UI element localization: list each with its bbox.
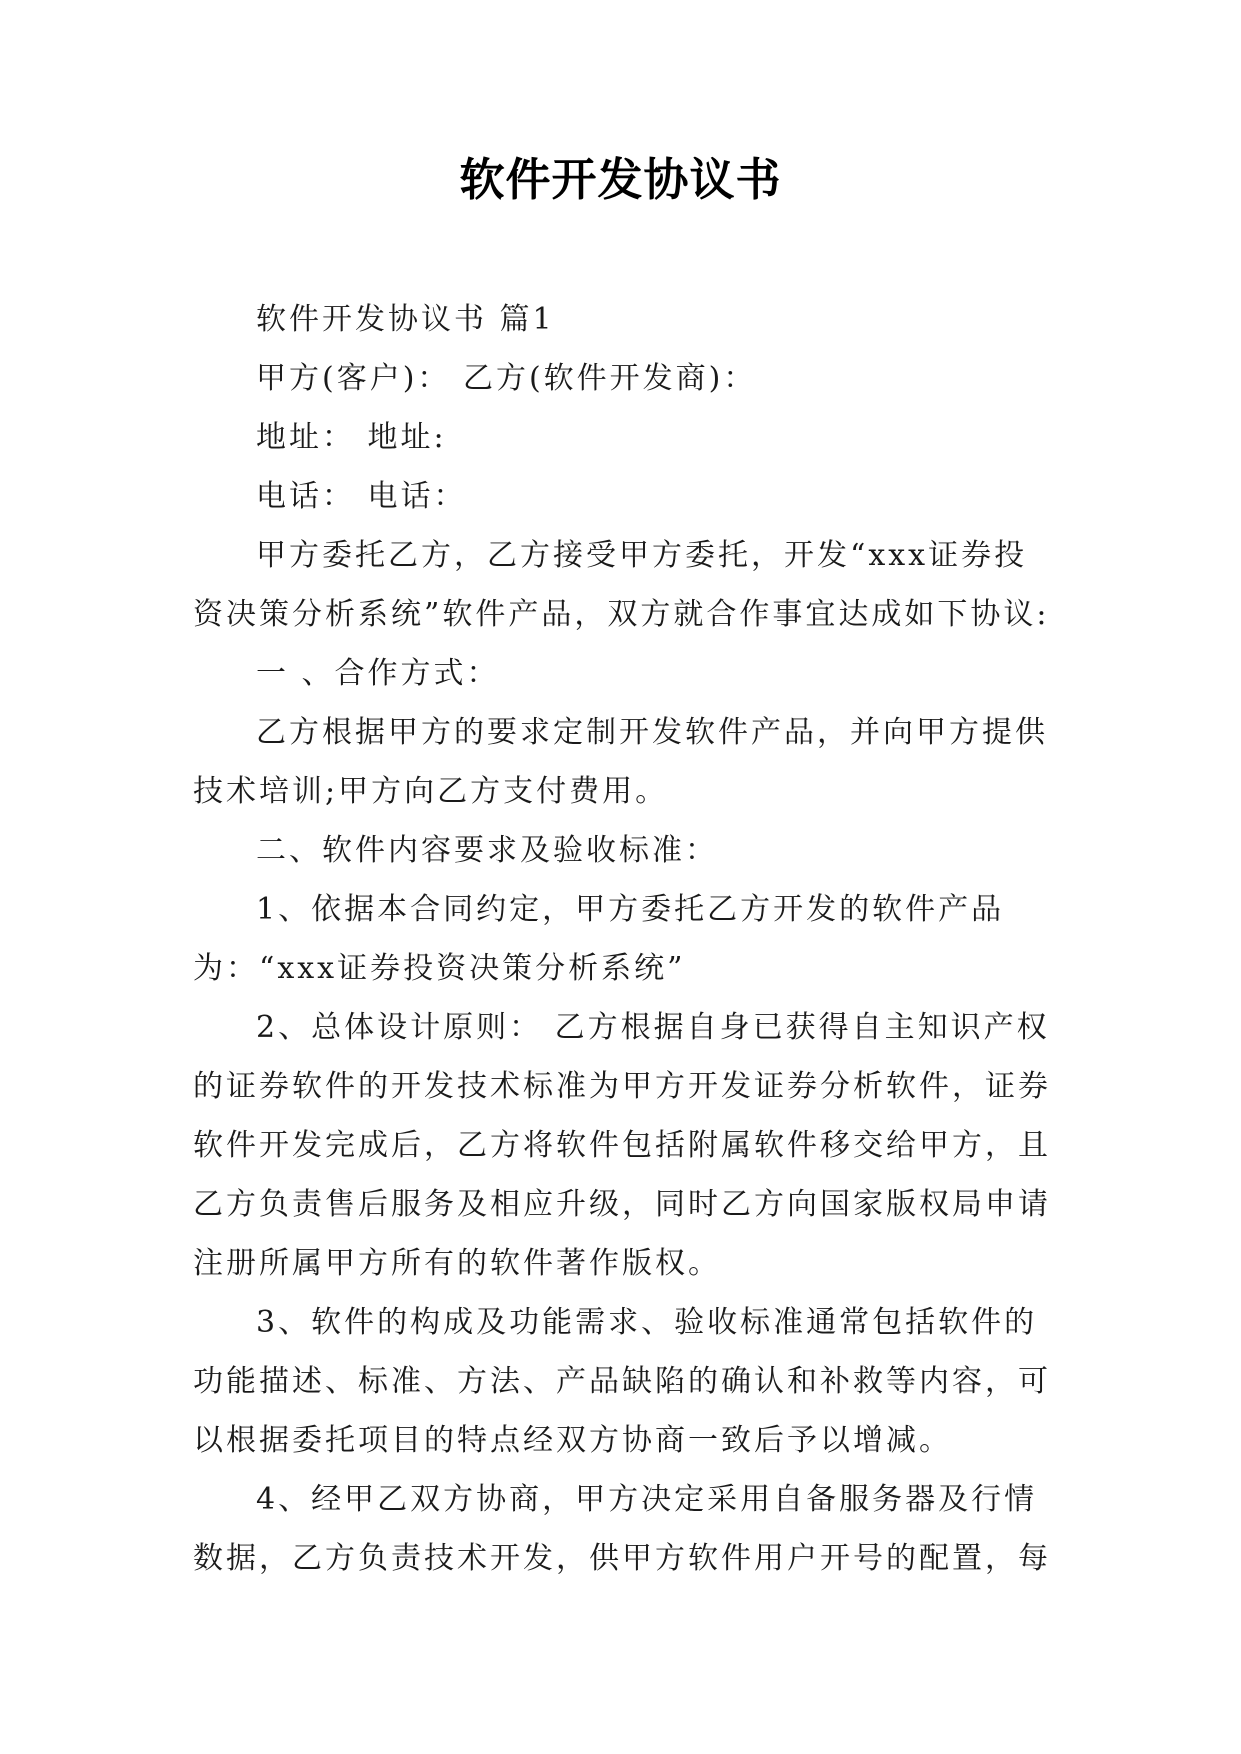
document-title: 软件开发协议书 bbox=[459, 153, 782, 206]
document-body bbox=[193, 290, 1053, 1588]
paragraph-phone: 电话： 电话： bbox=[256, 479, 467, 514]
paragraph-clause-2: 2、总体设计原则： 乙方根据自身已获得自主知识产权的证券软件的开发技术标准为甲方开发证券分析软件，证券软件开发完成后，乙方将软件包括附属软件移交给甲方，且乙方负责售后服务及相应升级，同时乙方向国家版权局申请注册所属甲方所有的软件著作版权。 bbox=[193, 1010, 1051, 1281]
paragraph-address: 地址： 地址: bbox=[256, 420, 447, 455]
paragraph-cooperation: 乙方根据甲方的要求定制开发软件产品，并向甲方提供技术培训;甲方向乙方支付费用。 bbox=[193, 715, 1048, 809]
paragraph-clause-4: 4、经甲乙双方协商，甲方决定采用自备服务器及行情数据，乙方负责技术开发，供甲方软件用户开号的配置，每 bbox=[193, 1482, 1051, 1576]
paragraph-clause-3: 3、软件的构成及功能需求、验收标准通常包括软件的功能描述、标准、方法、产品缺陷的确认和补救等内容，可以根据委托项目的特点经双方协商一致后予以增减。 bbox=[193, 1305, 1051, 1458]
paragraph-parties: 甲方(客户)： 乙方(软件开发商)： bbox=[256, 361, 757, 396]
paragraph-heading: 软件开发协议书 篇1 bbox=[256, 302, 555, 337]
paragraph-clause-1: 1、依据本合同约定，甲方委托乙方开发的软件产品为：“xxx证券投资决策分析系统” bbox=[193, 892, 1005, 986]
paragraph-intro: 甲方委托乙方，乙方接受甲方委托，开发“xxx证券投资决策分析系统”软件产品，双方就合作事宜达成如下协议: bbox=[193, 538, 1050, 632]
section-heading-cooperation: 一 、合作方式： bbox=[256, 656, 500, 691]
section-heading-requirements: 二、软件内容要求及验收标准： bbox=[256, 833, 718, 868]
